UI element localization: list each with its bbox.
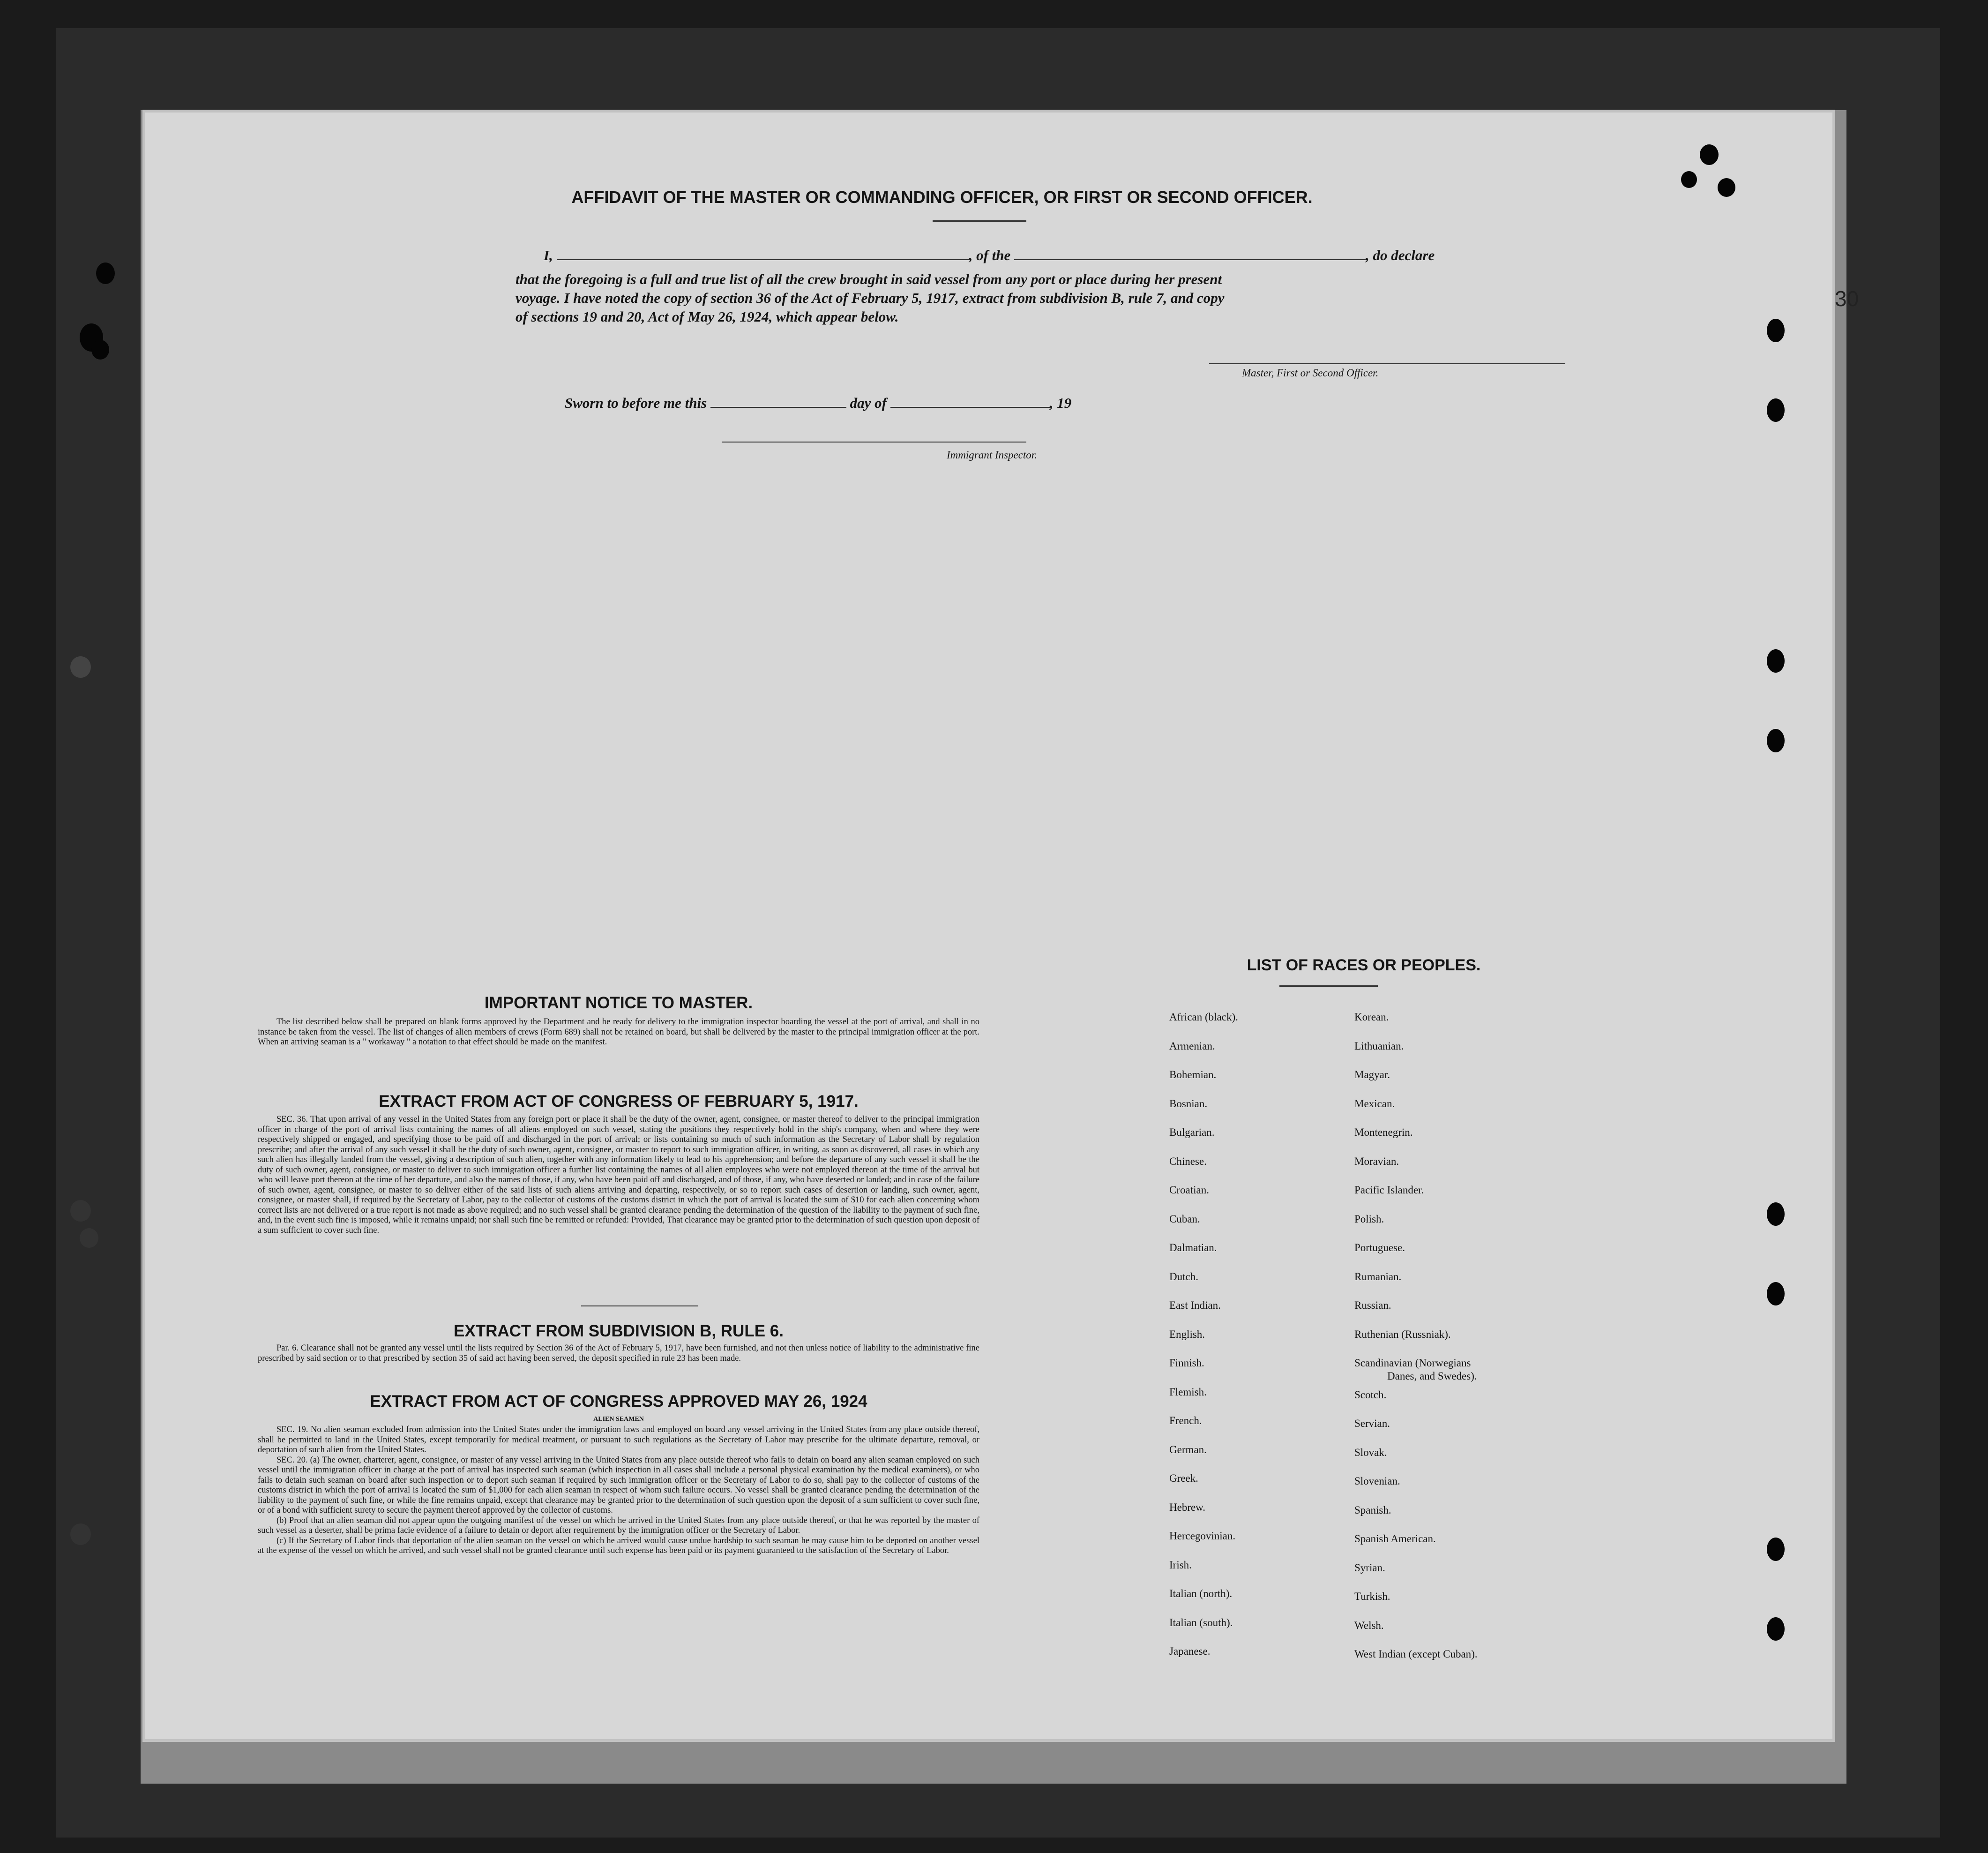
race-item: Lithuanian.	[1354, 1040, 1404, 1052]
races-title: LIST OF RACES OR PEOPLES.	[1247, 956, 1481, 974]
race-item: Turkish.	[1354, 1590, 1390, 1603]
race-item: Polish.	[1354, 1213, 1384, 1225]
day-of-text: day of	[850, 395, 887, 411]
race-item: Danes, and Swedes).	[1387, 1370, 1477, 1382]
race-item: Servian.	[1354, 1418, 1390, 1430]
binder-hole	[1718, 178, 1735, 197]
binder-hole	[1767, 1617, 1785, 1641]
of-the-text: , of the	[969, 247, 1011, 263]
race-item: Flemish.	[1169, 1386, 1207, 1398]
race-item: Syrian.	[1354, 1561, 1385, 1574]
section-20c-text: (c) If the Secretary of Labor finds that deportation of the alien seaman on the vessel on which he arrived would cause undue hardship to such seaman he may cause him to be deported on another vessel at the expense of the vessel on which he arrived, and such vessel shall not be granted clearance until such expense has been paid or its payment guaranteed to the satisfaction of the Secretary of Labor.	[258, 1536, 979, 1555]
alien-seamen-subtitle: ALIEN SEAMEN	[593, 1416, 644, 1423]
race-item: Hebrew.	[1169, 1501, 1206, 1513]
race-item: Moravian.	[1354, 1155, 1399, 1167]
binder-hole	[80, 1228, 98, 1248]
race-item: German.	[1169, 1443, 1207, 1455]
race-item: Croatian.	[1169, 1184, 1209, 1196]
section-20b-text: (b) Proof that an alien seaman did not appear upon the outgoing manifest of the vessel on which he arrived in the United States from any place outside thereof, or that he was reported by the master of such vessel as a deserter, shall be prima facie evidence of a failure to detain or deport after requirement by the immigration officer or the Secretary of Labor.	[258, 1515, 979, 1535]
race-item: Irish.	[1169, 1559, 1192, 1571]
race-item: Cuban.	[1169, 1213, 1200, 1225]
binder-hole	[1767, 1202, 1785, 1226]
race-item: Mexican.	[1354, 1097, 1395, 1110]
race-item: Scandinavian (Norwegians	[1354, 1357, 1471, 1369]
inspector-signature-label: Immigrant Inspector.	[947, 449, 1037, 461]
race-item: Rumanian.	[1354, 1270, 1402, 1283]
binder-hole	[96, 263, 115, 284]
binder-hole	[1767, 398, 1785, 422]
section-19-text: SEC. 19. No alien seaman excluded from admission into the United States under the immigration laws and employed on board any vessel arriving in the United States from any place outside thereof, shall be permitted to land in the United States, except temporarily for medical treatment, or pursuant to such regulations as the Secretary of Labor may prescribe for the ultimate departure, removal, or deportation of such alien from the United States.	[258, 1425, 979, 1455]
subdivision-title: EXTRACT FROM SUBDIVISION B, RULE 6.	[454, 1322, 784, 1340]
officer-name-field[interactable]	[557, 246, 969, 260]
binder-hole	[91, 340, 109, 360]
declaration-line-4: of sections 19 and 20, Act of May 26, 1924, which appear below.	[516, 308, 899, 325]
extract-1917-title: EXTRACT FROM ACT OF CONGRESS OF FEBRUARY 5, 1917.	[379, 1092, 859, 1110]
race-item: Japanese.	[1169, 1645, 1211, 1657]
sworn-text: Sworn to before me this	[565, 395, 707, 411]
races-divider	[1279, 985, 1378, 987]
race-item: French.	[1169, 1415, 1202, 1426]
race-item: Hercegovinian.	[1169, 1530, 1236, 1542]
race-item: West Indian (except Cuban).	[1354, 1648, 1478, 1660]
race-item: Russian.	[1354, 1299, 1391, 1311]
race-item: Pacific Islander.	[1354, 1184, 1424, 1196]
vessel-name-field[interactable]	[1014, 246, 1366, 260]
extract-1924-title: EXTRACT FROM ACT OF CONGRESS APPROVED MAY 26, 1924	[370, 1392, 867, 1410]
do-declare-text: , do declare	[1366, 247, 1435, 263]
declarant-i: I,	[544, 247, 553, 263]
master-signature-line	[1209, 363, 1565, 364]
extract-1917-text: SEC. 36. That upon arrival of any vessel in the United States from any foreign port or place it shall be the duty of the owner, agent, consignee, or master thereof to deliver to the principal immigration officer in charge of the port of arrival lists containing the names of all aliens employed on such vessel, stating the positions they respectively hold in the ship's company, when and where they were respectively shipped or engaged, and specifying those to be paid off and discharged in the port of arrival; or lists containing so much of such information as the Secretary of Labor shall by regulation prescribe; and after the arrival of any such vessel it shall be the duty of such owner, agent, consignee, or master to report to such immigration officer, in writing, as soon as discovered, all cases in which any such alien has illegally landed from the vessel, giving a description of such alien, together with any information likely to lead to his apprehension; and before the departure of any such vessel it shall be the duty of such owner, agent, consignee, or master to deliver to such immigration officer a further list containing the names of all alien employees who were not employed thereon at the time of the arrival but who will leave port thereon at the time of her departure, and also the names of those, if any, who have been paid off and discharged, and of those, if any, who have deserted or landed; and in case of the failure of such owner, agent, consignee, or master to so deliver either of the said lists of such aliens arriving and departing, respectively, or so to report such cases of desertion or landing, such owner, agent, consignee, or master shall, if required by the Secretary of Labor, pay to the collector of customs of the customs district in which the port of arrival is located the sum of $10 for each alien concerning whom correct lists are not delivered or a true report is not made as above required; and no such vessel shall be granted clearance pending the determination of the question of the liability to the payment of such fine, and, in the event such fine is imposed, while it remains unpaid; nor shall such fine be remitted or refunded: Provided, That clearance may be granted prior to the determination of such question upon deposit of a sum sufficient to cover such fine.	[258, 1115, 979, 1235]
race-item: English.	[1169, 1328, 1205, 1340]
affidavit-title: AFFIDAVIT OF THE MASTER OR COMMANDING OFFICER, OR FIRST OR SECOND OFFICER.	[571, 188, 1313, 207]
race-item: Slovak.	[1354, 1446, 1387, 1458]
binder-hole	[1681, 171, 1697, 188]
race-item: Italian (north).	[1169, 1588, 1233, 1599]
race-item: Chinese.	[1169, 1155, 1207, 1167]
binder-hole	[1767, 649, 1785, 673]
sworn-day-field[interactable]	[710, 394, 846, 408]
section-20a-text: SEC. 20. (a) The owner, charterer, agent, consignee, or master of any vessel arriving in the United States from any place outside thereof who fails to detain on board any alien seaman employed on such vessel until the immigration officer in charge at the port of arrival has inspected such seaman (which inspection in all cases shall include a personal physical examination by the medical examiners), or who fails to detain such seaman on board after such inspection or to deport such seaman if required by such immigration officer or the Secretary of Labor to do so, shall pay to the collector of customs of the customs district in which the port of arrival is located the sum of $1,000 for each alien seaman in respect of whom such failure occurs. No vessel shall be granted clearance pending the determination of the liability to the payment of such fine, or while the fine remains unpaid, except that clearance may be granted prior to the determination of such question upon the deposit of a sum sufficient to cover such fine, or of a bond with sufficient surety to secure the payment thereof approved by the collector of customs.	[258, 1455, 979, 1515]
inspector-signature-line	[722, 442, 1026, 443]
race-item: Finnish.	[1169, 1357, 1204, 1369]
binder-hole	[1767, 319, 1785, 342]
race-item: Portuguese.	[1354, 1242, 1405, 1253]
sworn-line	[565, 394, 1315, 413]
race-item: African (black).	[1169, 1011, 1238, 1023]
margin-page-number: 30	[1835, 286, 1859, 311]
race-item: Montenegrin.	[1354, 1126, 1413, 1138]
race-item: Dalmatian.	[1169, 1242, 1217, 1253]
declaration-line-1	[544, 246, 1622, 265]
notice-text: The list described below shall be prepared on blank forms approved by the Department and be ready for delivery to the immigration inspector boarding the vessel at the port of arrival, and shall in no instance be taken from the vessel. The list of changes of alien members of crews (Form 689) shall not be retained on board, but shall be delivered by the master to the principal immigration officer at the port. When an arriving seaman is a " workaway " a notation to that effect should be made on the manifest.	[258, 1017, 979, 1047]
extract-1924-text	[258, 1425, 979, 1556]
binder-hole	[70, 656, 91, 678]
race-item: Italian (south).	[1169, 1616, 1233, 1628]
race-item: Spanish.	[1354, 1504, 1391, 1516]
section-divider	[581, 1305, 698, 1306]
binder-hole	[70, 1523, 91, 1545]
sworn-month-field[interactable]	[890, 394, 1050, 408]
master-signature-label: Master, First or Second Officer.	[1242, 367, 1379, 379]
crew-list-page	[145, 113, 1832, 1739]
notice-title: IMPORTANT NOTICE TO MASTER.	[484, 994, 753, 1012]
race-item: Magyar.	[1354, 1069, 1390, 1080]
race-item: Greek.	[1169, 1472, 1198, 1484]
binder-hole	[1767, 1282, 1785, 1305]
race-item: Welsh.	[1354, 1619, 1384, 1631]
binder-hole	[1767, 1538, 1785, 1561]
declaration-line-2: that the foregoing is a full and true list of all the crew brought in said vessel from any port or place during her present	[516, 271, 1222, 287]
race-item: Slovenian.	[1354, 1475, 1400, 1487]
race-item: Bulgarian.	[1169, 1126, 1215, 1138]
binder-hole	[1700, 144, 1719, 165]
title-divider	[933, 220, 1026, 222]
race-item: Ruthenian (Russniak).	[1354, 1328, 1451, 1340]
race-item: Spanish American.	[1354, 1533, 1436, 1545]
subdivision-text: Par. 6. Clearance shall not be granted any vessel until the lists required by Section 36 of the Act of February 5, 1917, have been furnished, and not then unless notice of liability to the administrative fine prescribed by said section or to that prescribed by section 35 of said act having been served, the deposit specified in rule 23 has been made.	[258, 1343, 979, 1363]
binder-hole	[1767, 729, 1785, 752]
race-item: Dutch.	[1169, 1270, 1198, 1283]
race-item: Bosnian.	[1169, 1097, 1208, 1110]
race-item: East Indian.	[1169, 1299, 1221, 1311]
race-item: Bohemian.	[1169, 1069, 1217, 1080]
year-text: , 19	[1049, 395, 1072, 411]
race-item: Korean.	[1354, 1011, 1389, 1023]
declaration-line-3: voyage. I have noted the copy of section 36 of the Act of February 5, 1917, extract from subdivision B, rule 7, and copy	[516, 290, 1225, 306]
binder-hole	[70, 1200, 91, 1222]
race-item: Armenian.	[1169, 1040, 1215, 1052]
race-item: Scotch.	[1354, 1388, 1387, 1401]
